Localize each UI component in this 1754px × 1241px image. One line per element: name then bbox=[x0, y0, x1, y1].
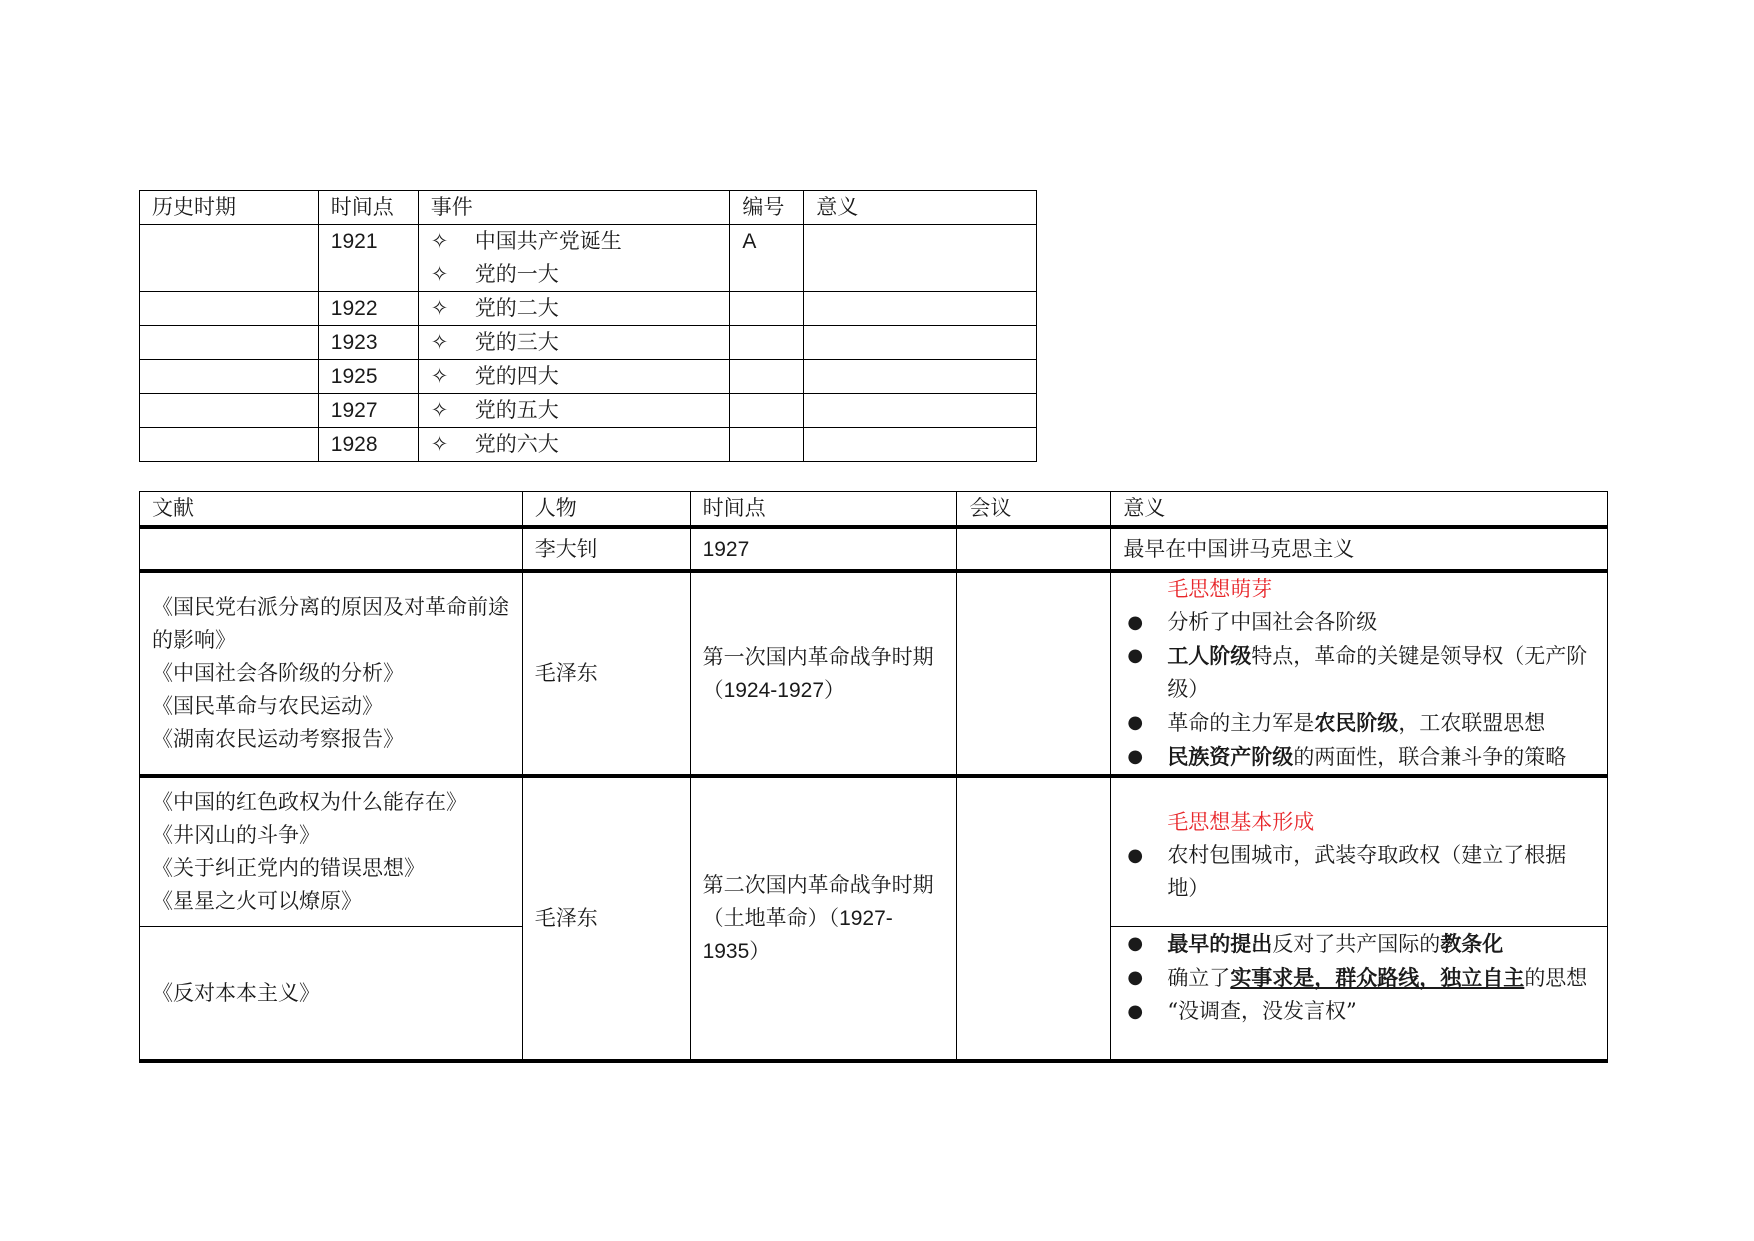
year-cell: 1927 bbox=[318, 394, 418, 428]
document-title: 《国民党右派分离的原因及对革命前途的影响》 bbox=[152, 595, 509, 652]
code-cell bbox=[730, 394, 804, 428]
meaning-cell bbox=[1111, 927, 1608, 1062]
meaning-cell bbox=[804, 292, 1037, 326]
table-row bbox=[140, 225, 1037, 292]
diamond-star-icon: ✧ bbox=[430, 296, 449, 320]
table-row bbox=[140, 292, 1037, 326]
meaning-cell bbox=[804, 225, 1037, 292]
header-document: 文献 bbox=[140, 492, 523, 528]
header-meaning: 意义 bbox=[1111, 492, 1608, 528]
period-cell bbox=[140, 360, 319, 394]
meeting-cell bbox=[957, 776, 1111, 1061]
table-row bbox=[140, 428, 1037, 462]
table-row bbox=[140, 360, 1037, 394]
period-cell bbox=[140, 428, 319, 462]
document-cell bbox=[140, 776, 523, 927]
diamond-star-icon: ✧ bbox=[430, 398, 449, 422]
header-meaning: 意义 bbox=[804, 191, 1037, 225]
document-cell bbox=[140, 527, 523, 571]
documents-table bbox=[139, 491, 1608, 1063]
meaning-list bbox=[1123, 839, 1595, 905]
diamond-star-icon: ✧ bbox=[430, 364, 449, 388]
document-cell: 《反对本本主义》 bbox=[140, 927, 523, 1062]
table-row bbox=[140, 394, 1037, 428]
header-time: 时间点 bbox=[690, 492, 957, 528]
table-row bbox=[140, 527, 1608, 571]
meaning-cell bbox=[1111, 571, 1608, 776]
header-period: 历史时期 bbox=[140, 191, 319, 225]
meaning-list bbox=[1123, 606, 1595, 774]
diamond-star-icon: ✧ bbox=[430, 432, 449, 456]
period-cell bbox=[140, 225, 319, 292]
event-cell: ✧ 党的三大 bbox=[418, 326, 730, 360]
code-cell bbox=[730, 326, 804, 360]
meaning-cell: 最早在中国讲马克思主义 bbox=[1111, 527, 1608, 571]
document-title: 《中国的红色政权为什么能存在》 bbox=[152, 790, 467, 814]
diamond-star-icon: ✧ bbox=[430, 262, 449, 286]
period-cell bbox=[140, 292, 319, 326]
meaning-cell bbox=[804, 428, 1037, 462]
list-item: ● 工人阶级特点，革命的关键是领导权（无产阶级） bbox=[1123, 639, 1595, 706]
table-row bbox=[140, 571, 1608, 776]
code-cell bbox=[730, 428, 804, 462]
year-cell: 1922 bbox=[318, 292, 418, 326]
code-cell: A bbox=[730, 225, 804, 292]
header-meeting: 会议 bbox=[957, 492, 1111, 528]
period-cell bbox=[140, 394, 319, 428]
year-cell: 1928 bbox=[318, 428, 418, 462]
table-row bbox=[140, 326, 1037, 360]
list-item: ● “没调查，没发言权” bbox=[1123, 995, 1595, 1028]
list-item: ● 最早的提出反对了共产国际的教条化 bbox=[1123, 927, 1595, 961]
year-cell: 1921 bbox=[318, 225, 418, 292]
meaning-heading: 毛思想萌芽 bbox=[1167, 577, 1273, 601]
event-cell: ✧ 中国共产党诞生 ✧ 党的一大 bbox=[418, 225, 730, 292]
header-time: 时间点 bbox=[318, 191, 418, 225]
document-title: 《湖南农民运动考察报告》 bbox=[152, 727, 404, 751]
meaning-cell bbox=[804, 360, 1037, 394]
document-title: 《井冈山的斗争》 bbox=[152, 823, 320, 847]
meaning-cell bbox=[1111, 776, 1608, 927]
event-cell: ✧ 党的二大 bbox=[418, 292, 730, 326]
table-header-row bbox=[140, 191, 1037, 225]
list-item: ● 分析了中国社会各阶级 bbox=[1123, 606, 1595, 639]
period-cell bbox=[140, 326, 319, 360]
document-title: 《星星之火可以燎原》 bbox=[152, 889, 362, 913]
meeting-cell bbox=[957, 527, 1111, 571]
meaning-cell bbox=[804, 326, 1037, 360]
list-item: ● 确立了实事求是，群众路线，独立自主的思想 bbox=[1123, 961, 1595, 995]
list-item: ● 民族资产阶级的两面性，联合兼斗争的策略 bbox=[1123, 740, 1595, 774]
document-title: 《国民革命与农民运动》 bbox=[152, 694, 383, 718]
diamond-star-icon: ✧ bbox=[430, 330, 449, 354]
list-item: ● 农村包围城市，武装夺取政权（建立了根据地） bbox=[1123, 839, 1595, 905]
time-cell: 第二次国内革命战争时期 （土地革命）（1927-1935） bbox=[690, 776, 957, 1061]
event-cell: ✧ 党的四大 bbox=[418, 360, 730, 394]
code-cell bbox=[730, 292, 804, 326]
diamond-star-icon: ✧ bbox=[430, 229, 449, 253]
person-cell: 毛泽东 bbox=[522, 776, 690, 1061]
meaning-cell bbox=[804, 394, 1037, 428]
code-cell bbox=[730, 360, 804, 394]
document-cell bbox=[140, 571, 523, 776]
list-item: ● 革命的主力军是农民阶级，工农联盟思想 bbox=[1123, 706, 1595, 740]
meeting-cell bbox=[957, 571, 1111, 776]
document-title: 《关于纠正党内的错误思想》 bbox=[152, 856, 425, 880]
header-person: 人物 bbox=[522, 492, 690, 528]
event-cell: ✧ 党的五大 bbox=[418, 394, 730, 428]
year-cell: 1923 bbox=[318, 326, 418, 360]
event-cell: ✧ 党的六大 bbox=[418, 428, 730, 462]
person-cell: 毛泽东 bbox=[522, 571, 690, 776]
person-cell: 李大钊 bbox=[522, 527, 690, 571]
table-row bbox=[140, 776, 1608, 927]
document-title: 《中国社会各阶级的分析》 bbox=[152, 661, 404, 685]
time-cell: 第一次国内革命战争时期 （1924-1927） bbox=[690, 571, 957, 776]
events-table bbox=[139, 190, 1037, 462]
table-header-row bbox=[140, 492, 1608, 528]
meaning-list bbox=[1123, 927, 1595, 1028]
header-event: 事件 bbox=[418, 191, 730, 225]
year-cell: 1925 bbox=[318, 360, 418, 394]
time-cell: 1927 bbox=[690, 527, 957, 571]
meaning-heading: 毛思想基本形成 bbox=[1167, 810, 1315, 834]
header-code: 编号 bbox=[730, 191, 804, 225]
